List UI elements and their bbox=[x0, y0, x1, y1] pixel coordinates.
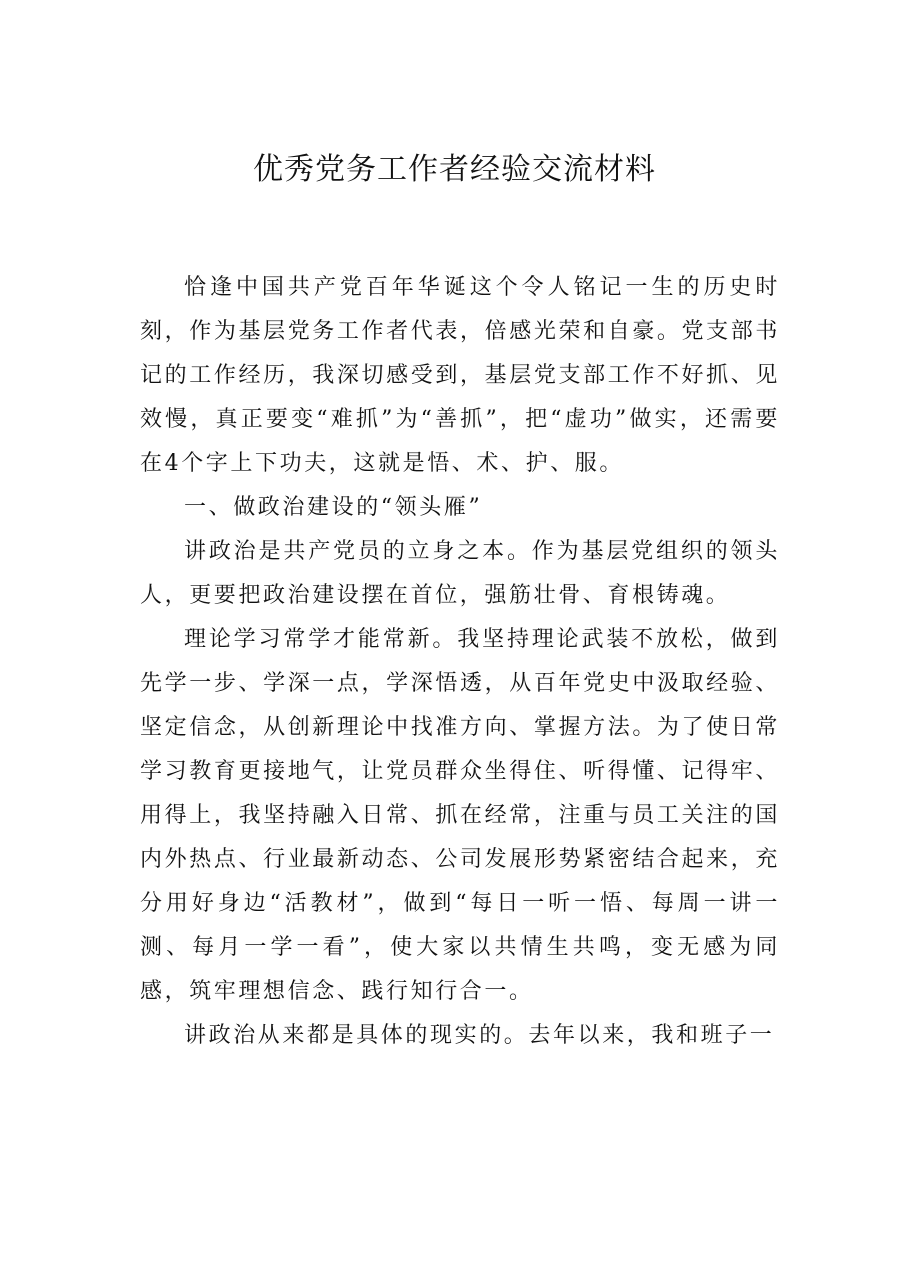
document-body bbox=[140, 266, 780, 1058]
paragraph-theory-study: 理论学习常学才能常新。我坚持理论武装不放松，做到先学一步、学深一点，学深悟透，从百年党史中汲取经验、坚定信念，从创新理论中找准方向、掌握方法。为了使日常学习教育更接地气，让党员群众坐得住、听得懂、记得牢、用得上，我坚持融入日常、抓在经常，注重与员工关注的国内外热点、行业最新动态、公司发展形势紧密结合起来，充分用好身边“活教材”，做到“每日一听一悟、每周一讲一测、每月一学一看”，使大家以共情生共鸣，变无感为同感，筑牢理想信念、践行知行合一。 bbox=[140, 627, 780, 1004]
paragraph-political: 讲政治是共产党员的立身之本。作为基层党组织的领头人，更要把政治建设摆在首位，强筋壮骨、育根铸魂。 bbox=[140, 539, 780, 608]
paragraph-intro: 恰逢中国共产党百年华诞这个令人铭记一生的历史时刻，作为基层党务工作者代表，倍感光荣和自豪。党支部书记的工作经历，我深切感受到，基层党支部工作不好抓、见效慢，真正要变“难抓”为“善抓”，把“虚功”做实，还需要在4个字上下功夫，这就是悟、术、护、服。 bbox=[140, 275, 780, 476]
section-heading-1: 一、做政治建设的“领头雁” bbox=[184, 495, 483, 520]
paragraph-practice: 讲政治从来都是具体的现实的。去年以来，我和班子一 bbox=[184, 1023, 775, 1048]
document-title: 优秀党务工作者经验交流材料 bbox=[253, 152, 656, 187]
